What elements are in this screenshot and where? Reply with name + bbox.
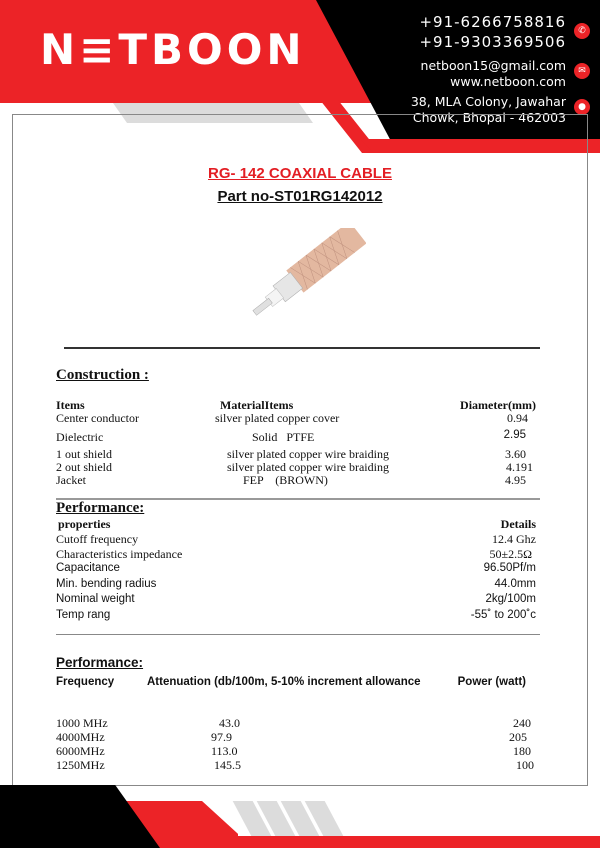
attenuation-heading: Performance: — [56, 655, 144, 670]
contact-web — [421, 58, 566, 90]
phone-1[interactable]: +91-6266758816 — [419, 13, 566, 31]
divider — [56, 634, 540, 635]
cable-image — [238, 228, 366, 324]
col-details: Details — [500, 517, 536, 531]
col-material: MaterialItems — [220, 398, 294, 412]
email-link[interactable]: netboon15@gmail.com — [420, 58, 566, 73]
mail-icon: ✉ — [574, 63, 590, 79]
brand-logo: N≡TBOON — [40, 25, 306, 74]
product-title: RG- 142 COAXIAL CABLE — [208, 165, 392, 182]
website-link[interactable]: www.netboon.com — [450, 74, 566, 89]
col-diameter: Diameter(mm) — [460, 398, 536, 412]
footer-black-shape — [0, 785, 160, 848]
footer-red-band — [232, 836, 600, 848]
performance-heading: Performance: — [56, 500, 145, 516]
location-pin-icon: ● — [574, 99, 590, 115]
construction-heading: Construction : — [56, 367, 149, 383]
phone-2[interactable]: +91-9303369506 — [419, 33, 566, 51]
col-items: Items — [56, 398, 85, 412]
col-frequency: Frequency — [56, 676, 115, 688]
phone-icon: ✆ — [574, 23, 590, 39]
contact-phones — [419, 12, 566, 52]
col-properties: properties — [58, 517, 111, 531]
divider — [64, 347, 540, 349]
part-number: Part no-ST01RG142012 — [217, 188, 383, 205]
col-power: Power (watt) — [457, 676, 526, 688]
address-line-1: 38, MLA Colony, Jawahar — [410, 94, 566, 109]
address-line-2: Chowk, Bhopal - 462003 — [412, 110, 566, 125]
col-attenuation: Attenuation (db/100m, 5-10% increment allowance — [147, 676, 421, 688]
